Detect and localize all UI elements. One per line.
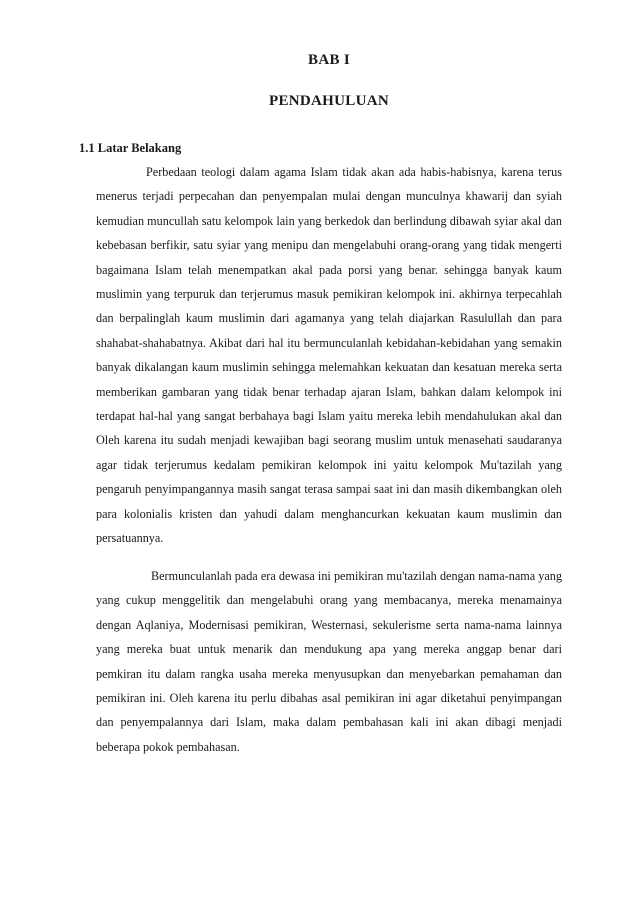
chapter-number: BAB I [308,52,350,68]
chapter-title: PENDAHULUAN [269,93,389,109]
paragraph-2: Bermunculanlah pada era dewasa ini pemikiran mu'tazilah dengan nama-nama yang yang cukup menggelitik dan mengelabuhi orang yang membacanya, mereka menamainya dengan Aqlaniya, Modernisasi pemikiran, Westernasi, sekulerisme serta nama-nama lainnya yang mereka buat untuk menarik dan mendukung apa yang mereka anggap benar dari pemkiran itu dalam rangka usaha mereka menyusupkan dan menyebarkan pemahaman dan pemikiran ini. Oleh karena itu perlu dibahas asal pemikiran ini agar diketahui penyimpangan dan penyempalannya dari Islam, maka dalam pembahasan kali ini akan dibagi menjadi beberapa pokok pembahasan. [96,569,562,754]
paragraph-1: Perbedaan teologi dalam agama Islam tidak akan ada habis-habisnya, karena terus menerus terjadi perpecahan dan penyempalan mulai dengan munculnya khawarij dan syiah kemudian muncullah satu kelompok lain yang berkedok dan berlindung dibawah syiar akal dan kebebasan berfikir, satu syiar yang menipu dan mengelabuhi orang-orang yang tidak mengerti bagaimana Islam telah menempatkan akal pada porsi yang benar. sehingga banyak kaum muslimin yang terpuruk dan terjerumus masuk pemikiran kelompok ini. akhirnya terpecahlah dan berpalinglah kaum muslimin dari agamanya yang telah diajarkan Rasulullah dan para shahabat-shahabatnya. Akibat dari hal itu bermunculanlah kebidahan-kebidahan yang semakin banyak dikalangan kaum muslimin sehingga melemahkan kekuatan dan kesatuan mereka serta memberikan gambaran yang tidak benar terhadap ajaran Islam, bahkan dalam kelompok ini terdapat hal-hal yang sangat berbahaya bagi Islam yaitu mereka lebih mendahulukan akal dan Oleh karena itu sudah menjadi kewajiban bagi seorang muslim untuk menasehati saudaranya agar tidak terjerumus kedalam pemikiran kelompok ini yaitu kelompok Mu'tazilah yang pengaruh penyimpangannya masih sangat terasa sampai saat ini dan masih dikembangkan oleh para kolonialis kristen dan yahudi dalam menghancurkan kekuatan kaum muslimin dan persatuannya. [96,165,562,546]
section-heading: 1.1 Latar Belakang [79,141,182,155]
